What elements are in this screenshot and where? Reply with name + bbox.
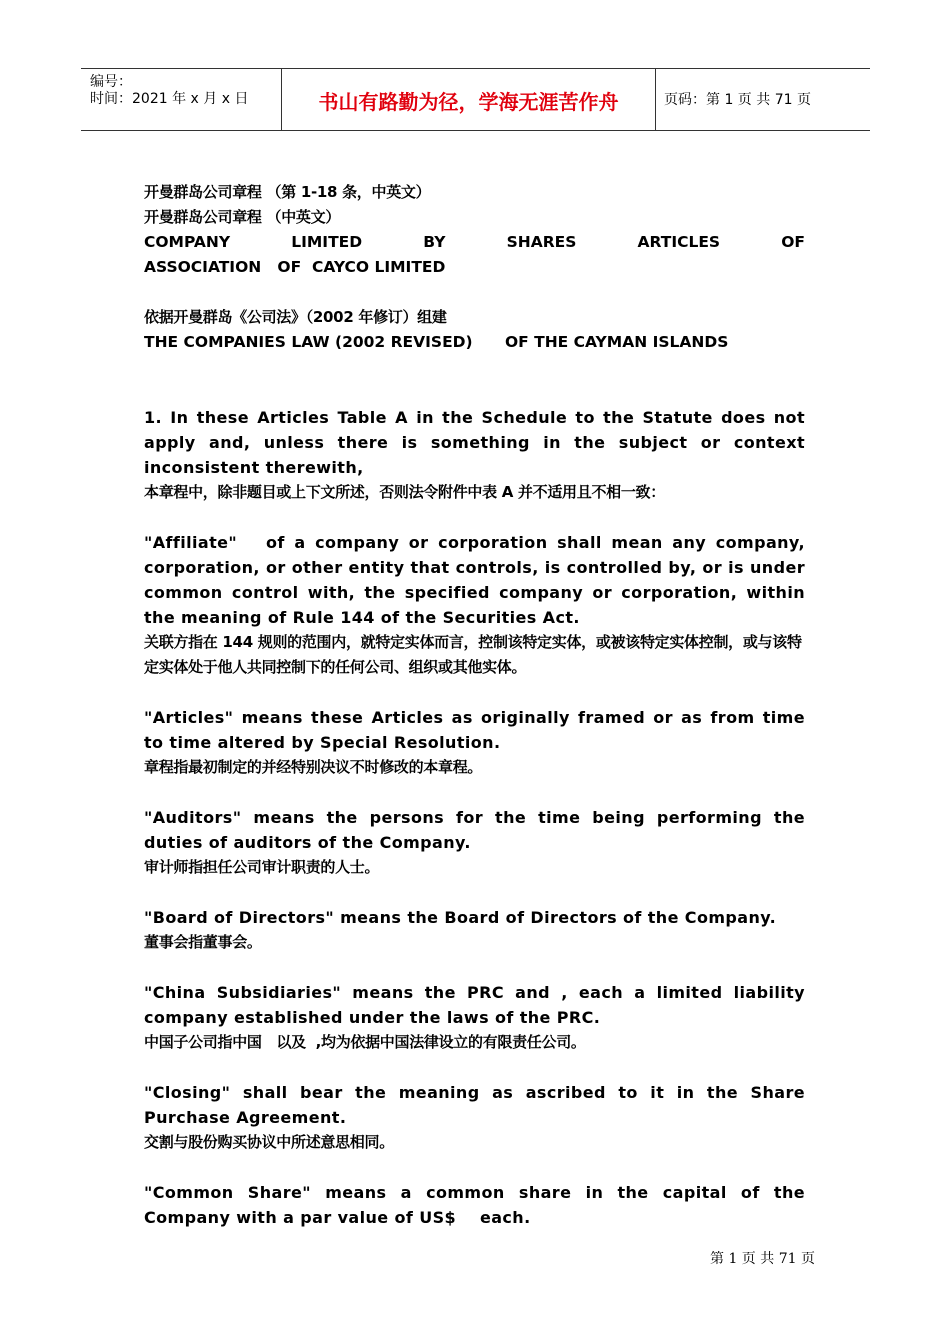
page-footer: 第 1 页 共 71 页 (710, 1251, 815, 1267)
article-zh-text: 交割与股份购买协议中所述意思相同。 (144, 1133, 394, 1151)
article-zh-text: 本章程中，除非题目或上下文所述，否则法令附件中表 A 并不适用且不相一致： (144, 483, 665, 501)
article-zh-text: 关联方指在 144 规则的范围内，就特定实体而言，控制该特定实体，或被该特定实体控制，或与该特定实体处于他人共同控制下的任何公司、组织或其他实体。 (144, 633, 802, 676)
definition-affiliate (144, 530, 811, 680)
header-page-info: 页码：第 1 页 共 71 页 (664, 92, 811, 108)
title-en-word: LIMITED (291, 233, 363, 251)
article-1 (144, 405, 805, 505)
document-number-label: 编号： (90, 74, 132, 90)
article-zh-text: 董事会指董事会。 (144, 933, 262, 951)
article-en-text: "Auditors" means the persons for the time being performing the duties of auditors of the Company. (144, 808, 805, 852)
definition-china-subsidiaries (144, 980, 805, 1055)
article-zh-text: 审计师指担任公司审计职责的人士。 (144, 858, 380, 876)
title-en-word: OF (781, 233, 805, 251)
title-cn-line1: 开曼群岛公司章程 （第 1-18 条，中英文） (144, 183, 431, 201)
definition-articles (144, 705, 805, 780)
title-en-word: BY (423, 233, 446, 251)
definition-board-of-directors (144, 905, 805, 955)
document-body (144, 180, 811, 1230)
header-center-cell (281, 69, 656, 130)
article-en-text: "China Subsidiaries" means the PRC and , each a limited liability company established under the laws of the PRC. (144, 983, 805, 1027)
document-time-label: 时间：2021 年 x 月 x 日 (90, 91, 249, 107)
header-right-cell (655, 69, 870, 130)
definition-closing (144, 1080, 805, 1155)
basis-cn: 依据开曼群岛《公司法》（2002 年修订）组建 (144, 308, 447, 326)
article-zh-text: 中国子公司指中国 以及 ,均为依据中国法律设立的有限责任公司。 (144, 1033, 586, 1051)
header-left-cell (81, 69, 281, 130)
article-en-text: "Closing" shall bear the meaning as ascribed to it in the Share Purchase Agreement. (144, 1083, 805, 1127)
basis-en: THE COMPANIES LAW (2002 REVISED) OF THE CAYMAN ISLANDS (144, 333, 729, 351)
document-header (81, 68, 870, 131)
title-en-word: COMPANY (144, 233, 231, 251)
title-en-line2: ASSOCIATION OF CAYCO LIMITED (144, 258, 446, 276)
header-motto: 书山有路勤为径，学海无涯苦作舟 (318, 90, 619, 114)
definition-common-share (144, 1180, 811, 1230)
article-zh-text: 章程指最初制定的并经特别决议不时修改的本章程。 (144, 758, 483, 776)
article-en-text: "Board of Directors" means the Board of Directors of the Company. (144, 908, 777, 927)
title-en-word: SHARES (506, 233, 577, 251)
article-en-text: "Articles" means these Articles as originally framed or as from time to time altered by Special Resolution. (144, 708, 805, 752)
title-cn-line2: 开曼群岛公司章程 （中英文） (144, 208, 341, 226)
article-en-text: 1. In these Articles Table A in the Schedule to the Statute does not apply and, unless there is something in the subject or context inconsistent therewith, (144, 408, 805, 477)
title-en-word: ARTICLES (637, 233, 721, 251)
definition-auditors (144, 805, 805, 880)
article-en-text: "Common Share" means a common share in the capital of the Company with a par value of US$ each. (144, 1183, 811, 1227)
title-en-line1 (144, 230, 805, 255)
article-en-text: "Affiliate" of a company or corporation shall mean any company, corporation, or other entity that controls, is controlled by, or is under common control with, the specified company or corporation, within the meaning of Rule 144 of the Securities Act. (144, 533, 811, 627)
